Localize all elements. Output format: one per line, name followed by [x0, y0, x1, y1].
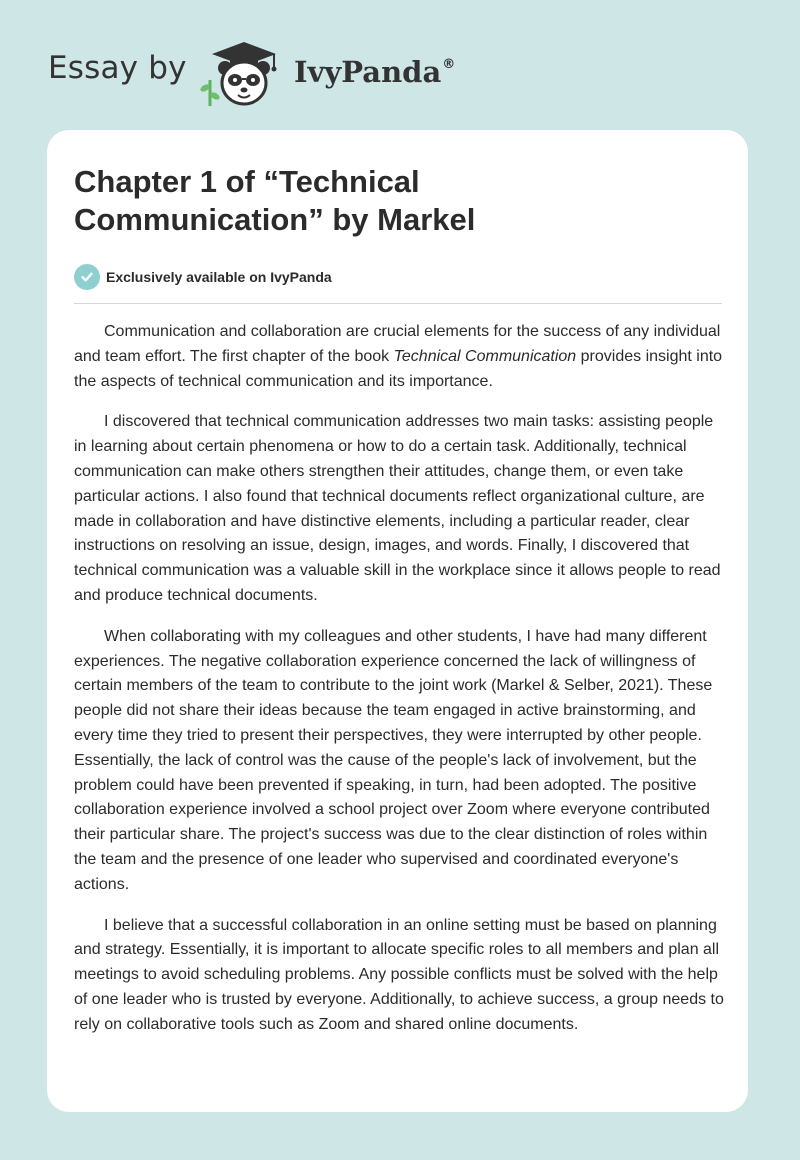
essay-by-label: Essay by — [48, 50, 187, 86]
paragraph — [74, 320, 724, 394]
essay-card — [47, 130, 748, 1112]
registered-mark: ® — [442, 57, 456, 72]
paragraph-text: Communication and collaboration are crucial elements for the success of any individual and team effort. The first chapter of the book — [74, 323, 721, 365]
paragraph — [74, 914, 724, 1038]
exclusive-badge-text: Exclusively available on IvyPanda — [106, 269, 332, 285]
check-circle-icon — [74, 264, 100, 290]
essay-title: Chapter 1 of “Technical Communication” by Markel — [74, 164, 476, 237]
title-divider — [74, 303, 722, 304]
paragraph-text: I discovered that technical communication addresses two main tasks: assisting people in learning about certain phenomena or how to do a certain task. Additionally, technical communication can make others strengthen their attitudes, change them, or even take particular actions. I also found that technical documents reflect organizational culture, are made in collaboration and have distinctive elements, including a particular reader, clear instructions on resolving an issue, design, images, and words. Finally, I discovered that technical communication was a valuable skill in the workplace since it allows people to read and produce technical documents. — [74, 413, 721, 604]
paragraph — [74, 410, 724, 608]
panda-graduate-logo-icon[interactable] — [198, 36, 288, 110]
paragraph-text: I believe that a successful collaboration in an online setting must be based on planning and strategy. Essentially, it is important to allocate specific roles to all members and plan all meetings to avoid scheduling problems. Any possible conflicts must be solved with the help of one leader who is trusted by everyone. Additionally, to achieve success, a group needs to rely on collaborative tools such as Zoom and shared online documents. — [74, 916, 724, 1033]
essay-body — [74, 320, 724, 1054]
brand-text: IvyPanda — [294, 55, 442, 89]
paragraph-text: provides insight into the aspects of technical communication and its importance. — [74, 347, 723, 390]
paragraph-text: When collaborating with my colleagues and other students, I have had many different experiences. The negative collaboration experience concerned the lack of willingness of certain members of the team to contribute to the joint work (Markel & Selber, 2021). These people did not share their ideas because the team engaged in active brainstorming, and every time they tried to present their perspectives, they were interrupted by other people. Essentially, the lack of control was the cause of the people's lack of involvement, but the problem could have been prevented if speaking, in turn, had been adopted. The positive collaboration experience involved a school project over Zoom where everyone contributed their particular share. The project's success was due to the clear distinction of roles within the team and the presence of one leader who supervised and coordinated everyone's actions. — [74, 627, 713, 893]
site-header — [0, 0, 800, 130]
ivypanda-brand[interactable] — [294, 55, 455, 89]
book-title: Technical Communication — [393, 347, 577, 365]
paragraph — [74, 625, 724, 898]
exclusive-badge — [74, 264, 332, 290]
